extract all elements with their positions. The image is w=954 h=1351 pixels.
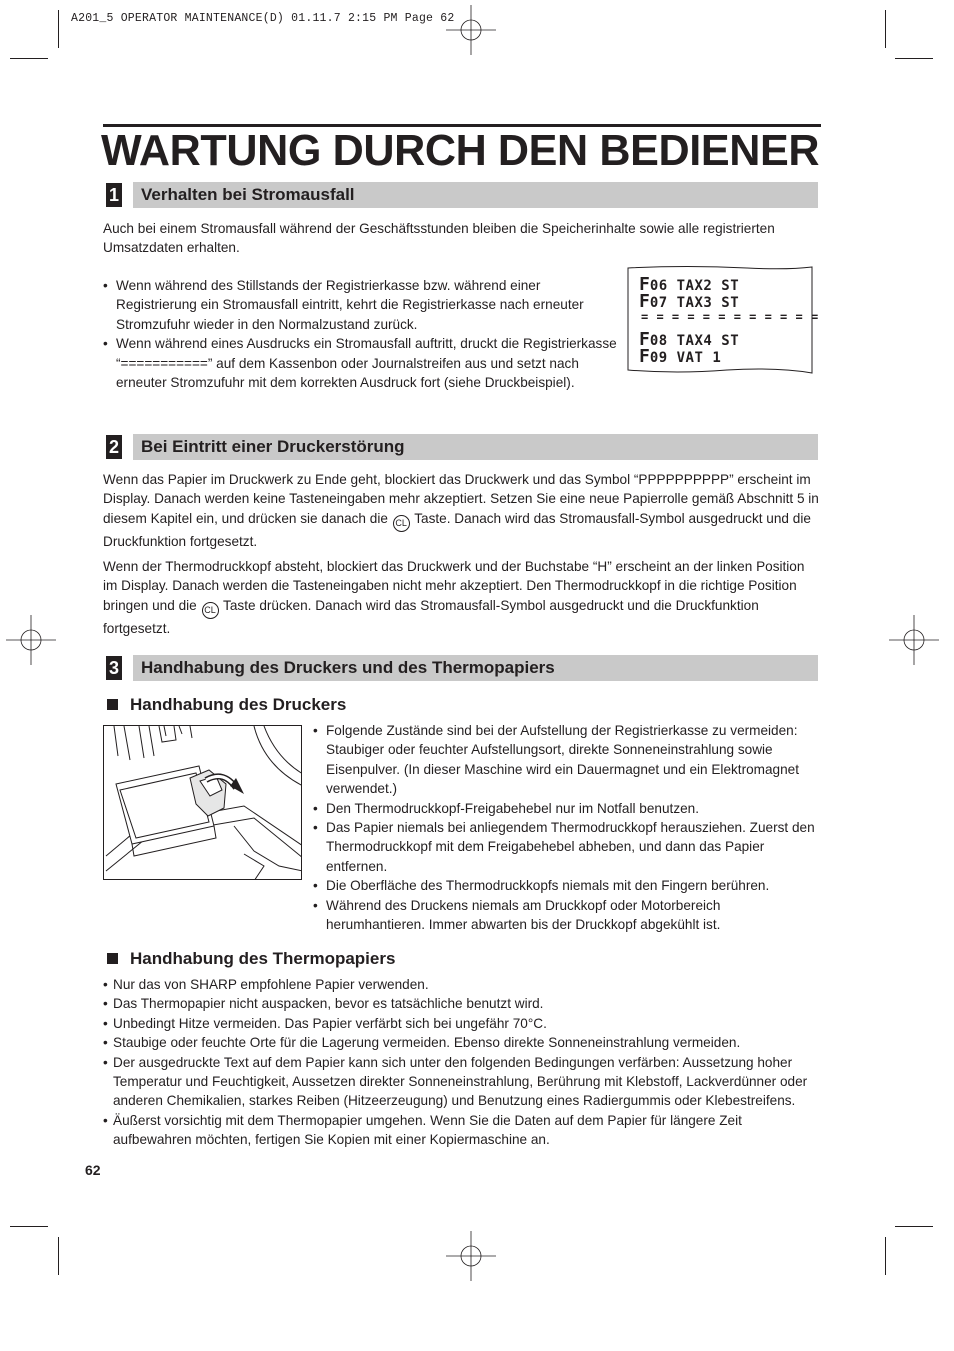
paragraph — [103, 557, 821, 638]
crop-mark — [10, 1226, 48, 1227]
registration-mark-left — [6, 615, 56, 665]
list-item: • Die Oberfläche des Thermodruckkopfs niemals mit den Fingern berühren. — [313, 876, 821, 895]
receipt-text: 08 TAX4 ST — [649, 333, 740, 349]
list-item: • Wenn während eines Ausdrucks ein Stromausfall auftritt, druckt die Registrierkasse “===========” auf dem Kassenbon oder Journalstreifen aus und setzt nach erneuter Stromzufuhr mit dem korrekten Ausdruck fort (siehe Druckbeispiel). — [103, 334, 623, 392]
registration-mark-right — [889, 615, 939, 665]
section-number: 2 — [106, 435, 122, 459]
receipt-text: 09 VAT 1 — [649, 350, 722, 366]
bullet-list — [103, 276, 623, 392]
crop-mark — [10, 58, 48, 59]
list-item: • Äußerst vorsichtig mit dem Thermopapier umgehen. Wenn Sie die Daten auf dem Papier für längere Zeit aufbewahren möchten, fertigen Sie Kopien mit einer Kopiermaschine an. — [103, 1111, 821, 1150]
receipt-text: 06 TAX2 ST — [649, 278, 740, 294]
crop-mark — [895, 58, 933, 59]
subsection-title: Handhabung des Thermopapiers — [130, 949, 396, 968]
section-title: Handhabung des Druckers und des Thermopapiers — [141, 658, 555, 677]
crop-mark — [58, 10, 59, 48]
bullet-list — [103, 975, 821, 1150]
list-item: • Nur das von SHARP empfohlene Papier verwenden. — [103, 975, 821, 994]
list-item: • Während des Druckens niemals am Druckkopf oder Motorbereich herumhantieren. Immer abwarten bis der Druckkopf abgekühlt ist. — [313, 896, 821, 935]
receipt-line — [639, 346, 721, 367]
list-item: • Unbedingt Hitze vermeiden. Das Papier verfärbt sich bei ungefähr 70°C. — [103, 1014, 821, 1033]
paragraph-text: Taste. Danach wird das Stromausfall-Symbol ausgedruckt und die Druckfunktion fortgesetzt. — [103, 510, 811, 549]
receipt-line — [641, 310, 819, 324]
crop-mark — [58, 1237, 59, 1275]
function-key-glyph: F — [639, 274, 649, 295]
page-title: WARTUNG DURCH DEN BEDIENER — [101, 126, 820, 175]
list-item: • Das Papier niemals bei anliegendem Thermodruckkopf herausziehen. Zuerst den Thermodruckkopf mit dem Freigabehebel abheben, und dann das Papier entfernen. — [313, 818, 821, 876]
section-title: Verhalten bei Stromausfall — [141, 185, 355, 204]
function-key-glyph: F — [639, 329, 649, 350]
crop-mark — [885, 1237, 886, 1275]
receipt-text: = = = = = = = = = = = = — [641, 310, 819, 324]
print-slug: A201_5 OPERATOR MAINTENANCE(D) 01.11.7 2:15 PM Page 62 — [71, 12, 455, 25]
function-key-glyph: F — [639, 346, 649, 367]
subsection-title: Handhabung des Druckers — [130, 695, 347, 714]
receipt-text: 07 TAX3 ST — [649, 295, 740, 311]
paragraph-text: Wenn der Thermodruckkopf absteht, blockiert das Druckwerk und der Buchstabe “H” erscheint an der linken Position im Display. Danach werden die Tasteneingaben nicht mehr akzeptiert. Den Thermodruckkopf in die richtige Position bringen und die — [103, 559, 805, 613]
section-title: Bei Eintritt einer Druckerstörung — [141, 437, 405, 456]
function-key-glyph: F — [639, 291, 649, 312]
section-intro: Auch bei einem Stromausfall während der Geschäftsstunden bleiben die Speicherinhalte sowie alle registrierten Umsatzdaten erhalten. — [103, 221, 775, 256]
page-number: 62 — [85, 1162, 101, 1178]
paragraph-text: Taste drücken. Danach wird das Stromausfall-Symbol ausgedruckt und die Druckfunktion fortgesetzt. — [103, 597, 759, 636]
list-item: • Den Thermodruckkopf-Freigabehebel nur im Notfall benutzen. — [313, 799, 821, 818]
list-item: • Der ausgedruckte Text auf dem Papier kann sich unter den folgenden Bedingungen verfärben: Aussetzung hoher Temperatur und Feuchtigkeit, Aussetzen direkter Sonneneinstrahlung, Berührung mit Klebstoff, Lackverdünner oder anderen Chemikalien, starkes Reiben (Hitzeerzeugung) und Benutzung eines Radiergummis oder Klebestreifens. — [103, 1053, 821, 1111]
crop-mark — [885, 10, 886, 48]
registration-mark-bottom — [446, 1231, 496, 1281]
thermal-head-release-lever-drawing — [104, 726, 302, 880]
list-item: • Folgende Zustände sind bei der Aufstellung der Registrierkasse zu vermeiden: Staubiger oder feuchter Aufstellungsort, direkte Sonneneinstrahlung sowie Eisenpulver. (In dieser Maschine wird ein Dauermagnet und ein Elektromagnet verwendet.) — [313, 721, 821, 799]
receipt-print-sample — [627, 266, 819, 374]
crop-mark — [895, 1226, 933, 1227]
subsection-square-icon — [107, 953, 118, 964]
paragraph-text: Wenn das Papier im Druckwerk zu Ende geht, blockiert das Druckwerk und das Symbol “PPPPPPPPPP” erscheint im Display. Danach werden keine Tasteneingaben mehr akzeptiert. Setzen Sie eine neue Papierrolle gemäß Abschnitt 5 in diesem Kapitel ein, und drücken sie danach die — [103, 472, 819, 526]
list-item: • Staubige oder feuchte Orte für die Lagerung vermeiden. Ebenso direkte Sonneneinstrahlung vermeiden. — [103, 1033, 821, 1052]
receipt-line — [639, 291, 739, 312]
list-item: • Das Thermopapier nicht auspacken, bevor es tatsächliche benutzt wird. — [103, 994, 821, 1013]
cl-key-icon: CL — [202, 602, 219, 619]
subsection-square-icon — [107, 699, 118, 710]
section-number: 1 — [106, 183, 122, 207]
cl-key-icon: CL — [393, 515, 410, 532]
printer-illustration — [103, 725, 302, 880]
section-number: 3 — [106, 656, 122, 680]
paragraph — [103, 470, 821, 551]
list-item: • Wenn während des Stillstands der Registrierkasse bzw. während einer Registrierung ein Stromausfall eintritt, kehrt die Registrierkasse nach erneuter Stromzufuhr wieder in den Normalzustand zurück. — [103, 276, 623, 334]
bullet-list — [313, 721, 821, 934]
